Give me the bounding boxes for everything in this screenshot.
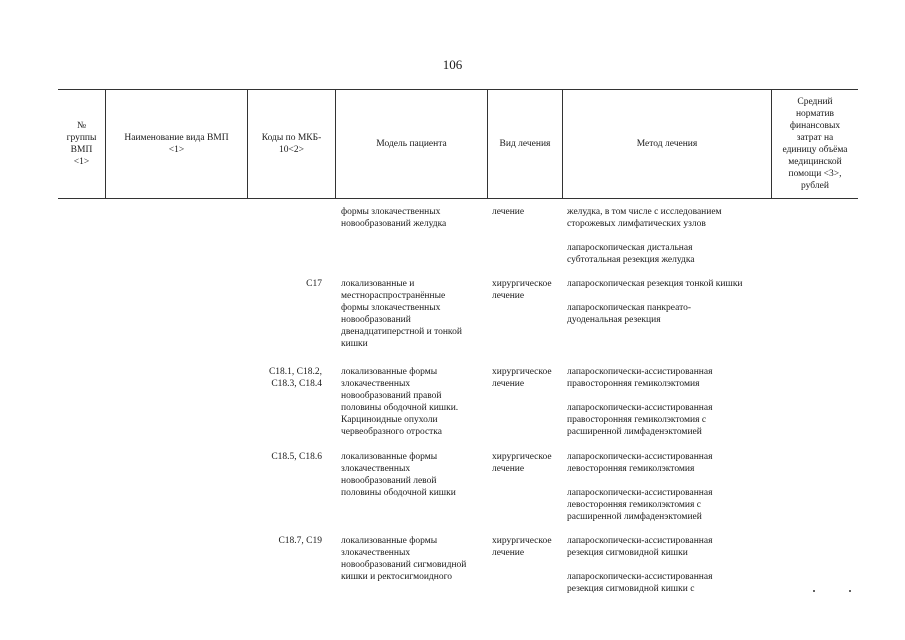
table-row-method: лапароскопически-ассистированная резекция сигмовидной кишки [567, 536, 713, 558]
table-row-method: лапароскопически-ассистированная резекция сигмовидной кишки с [567, 572, 713, 594]
table-row-model: локализованные формы злокачественных новообразований левой половины ободочной кишки [341, 452, 456, 498]
header-patient-model: Модель пациента [376, 139, 447, 149]
header-treatment-type: Вид лечения [499, 139, 551, 149]
table-header-bottom-border [58, 198, 858, 199]
table-row-model: локализованные и местнораспространённые формы злокачественных новообразований двенадцатиперстной и тонкой кишки [341, 279, 462, 349]
table-row-method: желудка, в том числе с исследованием сторожевых лимфатических узлов [567, 207, 722, 229]
header-treatment-method: Метод лечения [636, 139, 698, 149]
table-row-treatment: лечение [492, 207, 525, 217]
header-group-number: № группы ВМП <1> [66, 121, 97, 167]
table-row-method: лапароскопическая панкреато- дуоденальная резекция [567, 303, 692, 325]
table-row-method: лапароскопически-ассистированная левосторонняя гемиколэктомия с расширенной лимфаденэктомией [567, 488, 713, 522]
table-row-codes: C18.7, C19 [278, 536, 322, 546]
table-row-model: формы злокачественных новообразований желудка [341, 207, 447, 229]
table-row-codes: C17 [306, 279, 322, 289]
table-row-treatment: хирургическое лечение [492, 367, 552, 389]
scan-speck [813, 590, 815, 592]
table-row-codes: C18.5, C18.6 [271, 452, 322, 462]
table-row-codes: C18.1, C18.2, C18.3, C18.4 [268, 367, 322, 389]
table-row-method: лапароскопическая дистальная субтотальная резекция желудка [567, 243, 695, 265]
table-row-model: локализованные формы злокачественных новообразований правой половины ободочной кишки. Карциноидные опухоли червеобразного отростка [341, 367, 459, 437]
table-row-method: лапароскопически-ассистированная левосторонняя гемиколэктомия [567, 452, 713, 474]
table-row-treatment: хирургическое лечение [492, 452, 552, 474]
header-icd-codes: Коды по МКБ- 10<2> [261, 133, 322, 155]
scan-speck [849, 590, 851, 592]
table-row-method: лапароскопически-ассистированная правосторонняя гемиколэктомия [567, 367, 713, 389]
table-row-model: локализованные формы злокачественных новообразований сигмовидной кишки и ректосигмоидного [341, 536, 467, 582]
page-number: 106 [442, 57, 463, 72]
header-vmp-name: Наименование вида ВМП <1> [124, 133, 229, 155]
table-row-treatment: хирургическое лечение [492, 279, 552, 301]
table-row-method: лапароскопическая резекция тонкой кишки [567, 279, 743, 289]
table-row-treatment: хирургическое лечение [492, 536, 552, 558]
header-cost-standard: Средний норматив финансовых затрат на единицу объёма медицинской помощи <3>, рублей [782, 97, 848, 191]
table-row-method: лапароскопически-ассистированная правосторонняя гемиколэктомия с расширенной лимфаденэктомией [567, 403, 713, 437]
